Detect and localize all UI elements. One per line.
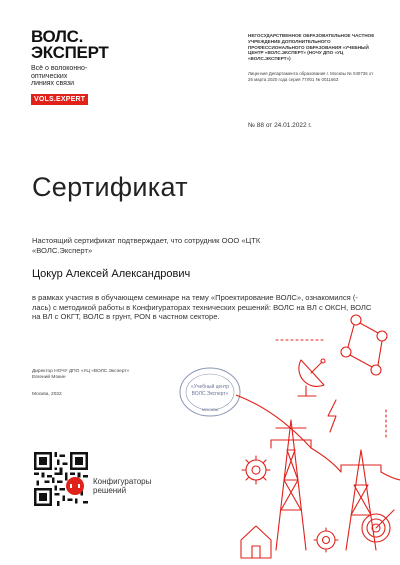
lightning-icon xyxy=(328,400,336,432)
gear-icon-2 xyxy=(314,528,338,552)
configurators-label: Конфигураторы решений xyxy=(93,477,152,495)
stamp-text-bottom: МОСКВА xyxy=(201,407,219,412)
certificate-description: в рамках участия в обучающем семинаре на тему «Проектирование ВОЛС», ознакомился (-лась) с методикой работы в Конфигураторах технических решений: ВОЛС на ВЛ с ОКСН, ВОЛС на ВЛ с ОКГТ, ВОЛС в грунт, PON в частном секторе. xyxy=(32,293,372,322)
logo-title-line1: ВОЛС. xyxy=(31,27,84,46)
logo-tagline: Всё о волоконно- оптических линиях связи xyxy=(31,65,88,87)
signature-position: Директор НОЧУ ДПО «УЦ «ВОЛС.Эксперт» xyxy=(32,369,130,374)
infrastructure-illustration xyxy=(236,300,400,565)
stamp-seal xyxy=(175,362,245,422)
power-tower-icon xyxy=(271,420,311,550)
stamp-text-top: «Учебный центр xyxy=(190,384,230,390)
organization-name: НЕГОСУДАРСТВЕННОЕ ОБРАЗОВАТЕЛЬНОЕ ЧАСТНОЕ УЧРЕЖДЕНИЕ ДОПОЛНИТЕЛЬНОГО ПРОФЕССИОНАЛЬНОГО ОБРАЗОВАНИЯ «УЧЕБНЫЙ ЦЕНТР «ВОЛС.ЭКСПЕРТ» (НОЧУ ДПО «УЦ «ВОЛС.ЭКСПЕРТ») xyxy=(248,33,375,62)
certificate-title: Сертификат xyxy=(32,172,188,202)
house-icon xyxy=(241,526,271,558)
license-text: Лицензия Департамента образования г. Москвы № 040736 от 26 марта 2020 года серия 77Л01 № 0011663 xyxy=(248,71,374,82)
network-icon xyxy=(341,315,387,375)
logo xyxy=(31,29,141,106)
satellite-dish-icon xyxy=(298,359,325,396)
logo-badge: VOLS.EXPERT xyxy=(31,94,88,105)
configurators-block[interactable] xyxy=(66,477,151,495)
power-tower-icon-2 xyxy=(341,450,381,550)
gear-icon xyxy=(242,456,270,484)
configurator-icon xyxy=(66,477,84,495)
stamp-text-center: ВОЛС.Эксперт» xyxy=(191,391,229,397)
recipient-name: Цокур Алексей Александрович xyxy=(32,268,191,280)
signature-person: Евгений Мокин xyxy=(32,375,66,381)
certificate-intro: Настоящий сертификат подтверждает, что сотрудник ООО «ЦТК «ВОЛС.Эксперт» xyxy=(32,236,261,255)
certificate-number: № 88 от 24.01.2022 г. xyxy=(248,122,312,129)
city-year: Москва, 2022 xyxy=(32,392,62,397)
logo-title-line2: ЭКСПЕРТ xyxy=(31,43,109,62)
